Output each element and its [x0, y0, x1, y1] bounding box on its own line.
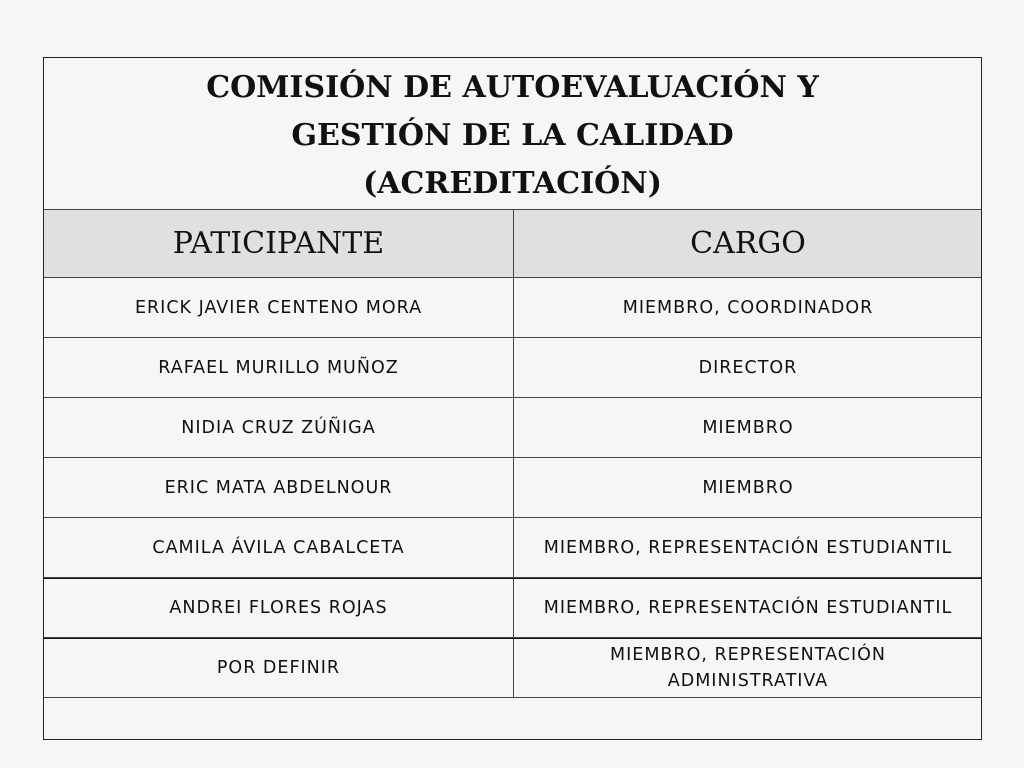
participant-cell — [44, 338, 513, 397]
title-line-2: GESTIÓN DE LA CALIDAD — [291, 117, 734, 153]
participant-name: ANDREI FLORES ROJAS — [169, 598, 388, 618]
table-row — [44, 338, 981, 398]
table-row — [44, 518, 981, 578]
committee-table — [43, 57, 982, 740]
title-line-1: COMISIÓN DE AUTOEVALUACIÓN Y — [206, 69, 819, 105]
participant-role: MIEMBRO, REPRESENTACIÓN ESTUDIANTIL — [543, 537, 953, 558]
role-cell — [513, 278, 982, 337]
header-role: CARGO — [690, 226, 806, 261]
participant-name: ERICK JAVIER CENTENO MORA — [134, 297, 423, 318]
table-row — [44, 458, 981, 518]
role-cell — [513, 518, 982, 577]
role-cell — [513, 639, 982, 697]
header-participant: PATICIPANTE — [172, 226, 385, 261]
participant-role: MIEMBRO, REPRESENTACIÓN ESTUDIANTIL — [543, 598, 953, 618]
header-role-cell — [513, 210, 982, 277]
participant-role: DIRECTOR — [698, 357, 798, 378]
participant-name: NIDIA CRUZ ZÚÑIGA — [181, 417, 376, 438]
role-cell — [513, 398, 982, 457]
participant-cell — [44, 458, 513, 517]
table-row — [44, 278, 981, 338]
role-cell — [513, 458, 982, 517]
participant-cell — [44, 579, 513, 637]
participant-role: MIEMBRO — [702, 417, 794, 438]
participant-role: MIEMBRO, COORDINADOR — [622, 297, 874, 318]
participant-cell — [44, 278, 513, 337]
table-row — [44, 638, 981, 698]
table-row — [44, 398, 981, 458]
participant-role: MIEMBRO, REPRESENTACIÓN ADMINISTRATIVA — [610, 645, 886, 691]
participant-name: RAFAEL MURILLO MUÑOZ — [158, 357, 399, 378]
participant-cell — [44, 398, 513, 457]
header-participant-cell — [44, 210, 513, 277]
participant-role: MIEMBRO — [702, 477, 794, 498]
empty-footer-row — [44, 698, 981, 739]
participant-cell — [44, 518, 513, 577]
participant-name: CAMILA ÁVILA CABALCETA — [152, 537, 405, 558]
table-title — [44, 58, 981, 210]
participant-name: POR DEFINIR — [216, 658, 341, 678]
role-cell — [513, 579, 982, 637]
title-line-3: (ACREDITACIÓN) — [363, 165, 662, 201]
participant-cell — [44, 639, 513, 697]
table-row — [44, 578, 981, 638]
role-cell — [513, 338, 982, 397]
participant-name: ERIC MATA ABDELNOUR — [164, 477, 393, 498]
table-header-row — [44, 210, 981, 278]
